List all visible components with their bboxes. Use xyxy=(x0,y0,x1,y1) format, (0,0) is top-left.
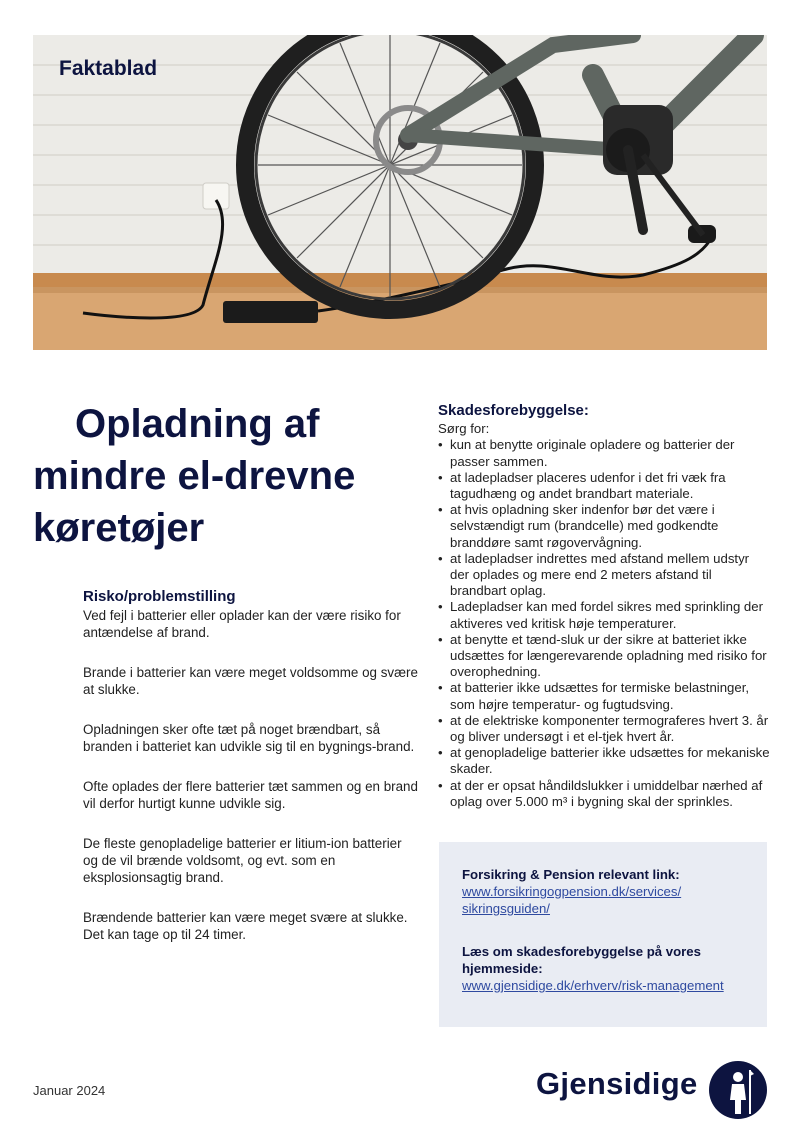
list-item: • Ladepladser kan med fordel sikres med sprinkling der aktiveres ved kritisk høje temperaturer. xyxy=(438,599,770,631)
forsikring-link-line-2: sikringsguiden/ xyxy=(462,901,550,916)
risk-paragraph: Brændende batterier kan være meget svære at slukke. Det kan tage op til 24 timer. xyxy=(83,910,408,942)
link-label-gjensidige: Læs om skadesforebyggelse på vores hjemmeside: xyxy=(462,944,701,976)
list-item: • at benytte et tænd-sluk ur der sikre at batteriet ikke udsættes for længerevarende opladning med risiko for overophedning. xyxy=(438,632,770,681)
brand-name: Gjensidige xyxy=(536,1066,698,1101)
risk-paragraph: De fleste genopladelige batterier er litium-ion batterier og de vil brænde voldsomt, og evt. som en eksplosionsagtig brand. xyxy=(83,836,402,885)
list-item: • at batterier ikke udsættes for termiske belastninger, som højre temperatur- og fugtudsving. xyxy=(438,680,770,712)
forsikring-link[interactable] xyxy=(462,883,767,917)
document-type-label: Faktablad xyxy=(59,57,158,80)
risk-heading: Risko/problemstilling xyxy=(83,588,236,605)
list-item: • at de elektriske komponenter termograferes hvert 3. år og bliver undersøgt i et el-tjek hvert år. xyxy=(438,713,770,745)
hero-image xyxy=(33,35,767,350)
gjensidige-link[interactable]: www.gjensidige.dk/erhverv/risk-management xyxy=(462,978,724,993)
risk-paragraph: Opladningen sker ofte tæt på noget brændbart, så branden i batteriet kan udvikle sig til en bygnings-brand. xyxy=(83,722,415,754)
list-item: • at ladepladser indrettes med afstand mellem udstyr der oplades og mere end 2 meters afstand til brandbart oplag. xyxy=(438,551,770,600)
title-line-3: køretøjer xyxy=(33,506,205,550)
page-title xyxy=(33,398,413,554)
footer-date: Januar 2024 xyxy=(33,1083,106,1098)
link-label-forsikring: Forsikring & Pension relevant link: xyxy=(462,867,680,882)
links-box xyxy=(439,842,767,1027)
risk-section xyxy=(83,588,418,966)
list-item: • at ladepladser placeres udenfor i det fri væk fra tagudhæng og andet brandbart materiale. xyxy=(438,470,770,502)
gjensidige-logo-icon xyxy=(708,1060,768,1120)
prevention-list xyxy=(438,437,770,810)
risk-paragraph: Ved fejl i batterier eller oplader kan der være risiko for antændelse af brand. xyxy=(83,608,401,640)
ebike-photo xyxy=(33,35,767,350)
title-line-1: Opladning af xyxy=(75,402,320,446)
prevention-intro: Sørg for: xyxy=(438,421,490,437)
list-item: • at genopladelige batterier ikke udsættes for mekaniske skader. xyxy=(438,745,770,777)
list-item: • at der er opsat håndildslukker i umiddelbar nærhed af oplag over 5.000 m³ i bygning skal der sprinkles. xyxy=(438,778,770,810)
list-item: • at hvis opladning sker indenfor bør det være i selvstændigt rum (brandcelle) med godkendte branddøre samt røgovervågning. xyxy=(438,502,770,551)
risk-paragraph: Brande i batterier kan være meget voldsomme og svære at slukke. xyxy=(83,665,418,697)
list-item: • kun at benytte originale opladere og batterier der passer sammen. xyxy=(438,437,770,469)
prevention-section xyxy=(438,403,770,810)
forsikring-link-line-1: www.forsikringogpension.dk/services/ xyxy=(462,884,682,899)
risk-paragraph: Ofte oplades der flere batterier tæt sammen og en brand vil derfor hurtigt kunne udvikle sig. xyxy=(83,779,418,811)
prevention-heading: Skadesforebyggelse: xyxy=(438,402,589,419)
title-line-2: mindre el-drevne xyxy=(33,454,356,498)
